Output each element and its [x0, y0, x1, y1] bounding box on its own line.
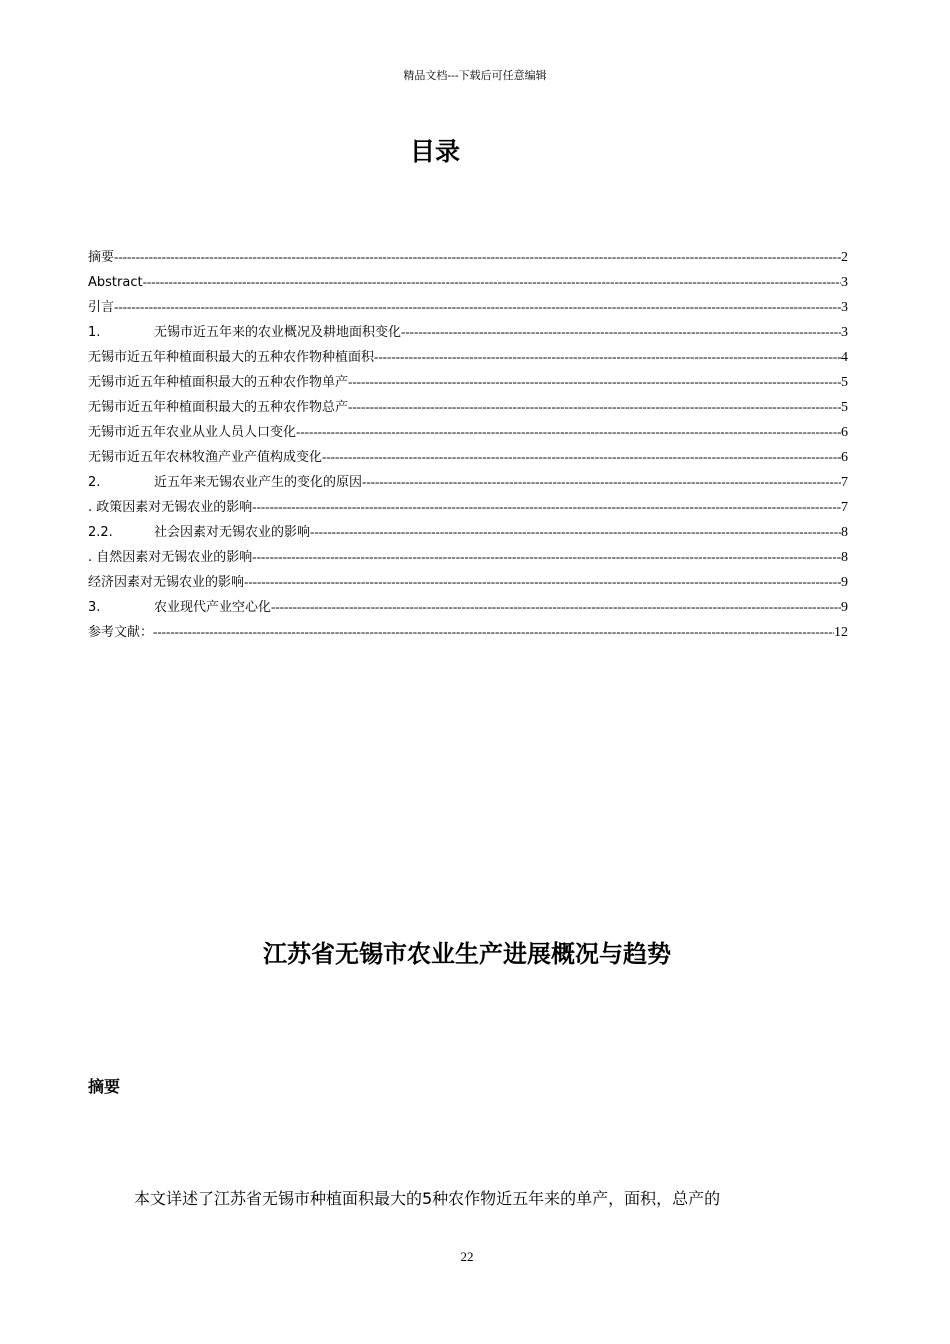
- toc-entry-page: 9: [841, 575, 848, 590]
- toc-entry-text: 无锡市近五年农林牧渔产业产值构成变化: [88, 450, 323, 465]
- toc-entry[interactable]: [88, 494, 848, 519]
- toc-entry-page: 7: [841, 500, 848, 515]
- toc-dot-leader: [348, 394, 841, 419]
- toc-dot-leader: [252, 544, 841, 569]
- document-title: 江苏省无锡市农业生产进展概况与趋势: [263, 940, 671, 968]
- toc-entry-page: 9: [841, 600, 848, 615]
- toc-entry-page: 5: [841, 400, 848, 415]
- toc-entry-text: 社会因素对无锡农业的影响: [154, 525, 311, 540]
- toc-entry-page: 3: [841, 275, 848, 290]
- toc-entry-text: 经济因素对无锡农业的影响: [88, 575, 245, 590]
- abstract-paragraph: 本文详述了江苏省无锡市种植面积最大的5种农作物近五年来的单产，面积，总产的: [134, 1189, 721, 1208]
- toc-dot-leader: [114, 294, 841, 319]
- toc-dot-leader: [401, 319, 841, 344]
- toc-entry-text: 无锡市近五年来的农业概况及耕地面积变化: [154, 325, 402, 340]
- toc-entry-page: 6: [841, 425, 848, 440]
- toc-dot-leader: [271, 594, 841, 619]
- toc-entry[interactable]: [88, 344, 848, 369]
- toc-dot-leader: [143, 269, 841, 294]
- toc-entry-text: Abstract: [88, 275, 143, 290]
- toc-dot-leader: [322, 444, 841, 469]
- toc-entry-text: . 政策因素对无锡农业的影响: [88, 500, 253, 515]
- toc-entry-text: 引言: [88, 300, 115, 315]
- toc-entry[interactable]: [88, 519, 848, 544]
- toc-dot-leader: [153, 619, 834, 644]
- toc-title: 目录: [409, 137, 460, 166]
- toc-dot-leader: [362, 469, 841, 494]
- toc-entry-text: 摘要: [88, 250, 115, 265]
- toc-entry[interactable]: [88, 269, 848, 294]
- toc-entry[interactable]: [88, 244, 848, 269]
- toc-entry-page: 2: [841, 250, 848, 265]
- toc-entry[interactable]: [88, 544, 848, 569]
- toc-dot-leader: [244, 569, 841, 594]
- toc-entry-text: 近五年来无锡农业产生的变化的原因: [154, 475, 363, 490]
- toc-entry[interactable]: [88, 394, 848, 419]
- toc-entry-text: . 自然因素对无锡农业的影响: [88, 550, 253, 565]
- toc-entry-text: 无锡市近五年种植面积最大的五种农作物总产: [88, 400, 349, 415]
- toc-entry-number: 1.: [88, 325, 101, 340]
- toc-dot-leader: [374, 344, 841, 369]
- toc-entry[interactable]: [88, 469, 848, 494]
- toc-dot-leader: [348, 369, 841, 394]
- toc-entry[interactable]: [88, 294, 848, 319]
- toc-entry-page: 8: [841, 550, 848, 565]
- toc-dot-leader: [310, 519, 841, 544]
- toc-entry-number: 3.: [88, 600, 101, 615]
- page-number: 22: [460, 1249, 474, 1264]
- toc-entry-page: 3: [841, 325, 848, 340]
- toc-entry-text: 农业现代产业空心化: [154, 600, 272, 615]
- toc-entry[interactable]: [88, 569, 848, 594]
- toc-entry[interactable]: [88, 369, 848, 394]
- toc-entry-text: 参考文献：: [88, 625, 154, 640]
- toc-entry[interactable]: [88, 419, 848, 444]
- abstract-heading: 摘要: [88, 1077, 121, 1096]
- toc-entry-page: 5: [841, 375, 848, 390]
- toc-entry[interactable]: [88, 444, 848, 469]
- toc-dot-leader: [296, 419, 841, 444]
- toc-entry-page: 3: [841, 300, 848, 315]
- toc-entry[interactable]: [88, 594, 848, 619]
- toc-entry-page: 4: [841, 350, 848, 365]
- toc-entry-page: 7: [841, 475, 848, 490]
- toc-entry-text: 无锡市近五年种植面积最大的五种农作物种植面积: [88, 350, 375, 365]
- toc-entry-text: 无锡市近五年农业从业人员人口变化: [88, 425, 297, 440]
- toc-entry[interactable]: [88, 319, 848, 344]
- toc-entry[interactable]: [88, 619, 848, 644]
- page-header: 精品文档---下载后可任意编辑: [403, 69, 547, 82]
- toc-entry-page: 12: [834, 625, 848, 640]
- table-of-contents: [88, 244, 848, 644]
- toc-dot-leader: [114, 244, 841, 269]
- toc-entry-page: 8: [841, 525, 848, 540]
- toc-entry-text: 无锡市近五年种植面积最大的五种农作物单产: [88, 375, 349, 390]
- toc-entry-number: 2.: [88, 475, 101, 490]
- toc-entry-number: 2.2.: [88, 525, 113, 540]
- toc-dot-leader: [252, 494, 841, 519]
- toc-entry-page: 6: [841, 450, 848, 465]
